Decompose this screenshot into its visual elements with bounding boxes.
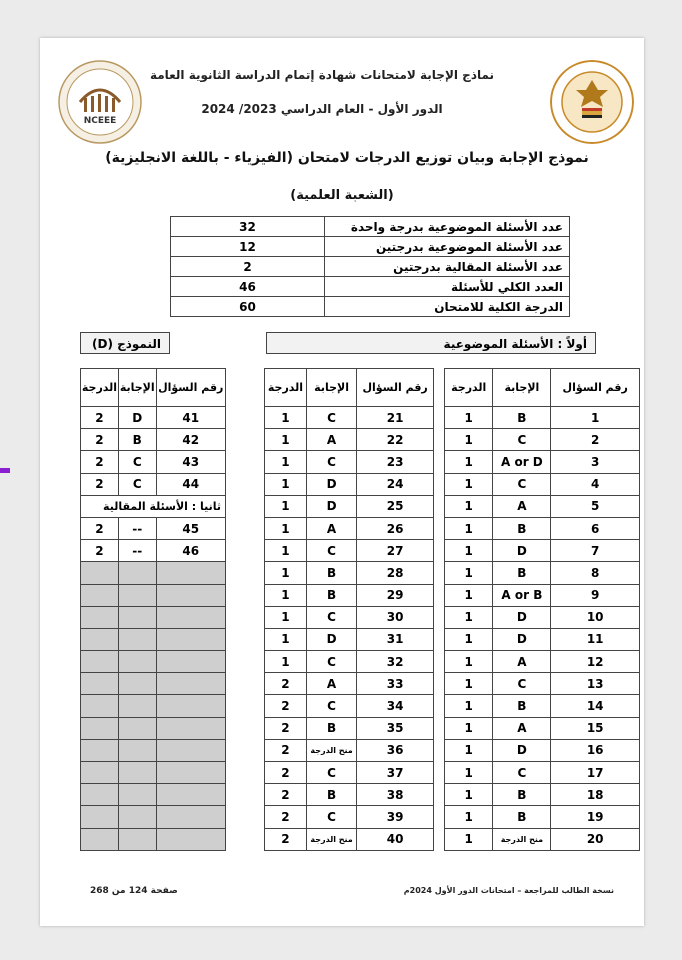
question-number: 6 (551, 517, 640, 539)
question-number: 23 (357, 451, 434, 473)
empty-row (81, 784, 226, 806)
grade-cell: 1 (445, 562, 493, 584)
summary-value: 2 (171, 257, 325, 277)
summary-value: 46 (171, 277, 325, 297)
empty-cell (156, 806, 226, 828)
table-row (445, 695, 640, 717)
empty-cell (118, 806, 156, 828)
question-number: 20 (551, 828, 640, 850)
empty-cell (118, 584, 156, 606)
answer-cell: B (306, 784, 356, 806)
summary-value: 12 (171, 237, 325, 257)
question-number: 38 (357, 784, 434, 806)
question-number: 22 (357, 429, 434, 451)
table-row (265, 473, 434, 495)
table-row (445, 584, 640, 606)
question-number: 1 (551, 407, 640, 429)
table-row (445, 762, 640, 784)
footer-note: نسخة الطالب للمراجعة – امتحانات الدور الأول 2024م (403, 886, 614, 895)
empty-cell (81, 562, 119, 584)
essay-section-label: ثانيا : الأسئلة المقالية (81, 495, 226, 517)
answer-cell: A (493, 651, 551, 673)
question-number: 15 (551, 717, 640, 739)
empty-cell (81, 762, 119, 784)
question-number: 4 (551, 473, 640, 495)
table-row (265, 540, 434, 562)
question-number: 41 (156, 407, 226, 429)
grade-cell: 1 (445, 451, 493, 473)
empty-cell (118, 784, 156, 806)
grade-cell: 2 (81, 517, 119, 539)
answer-cell: C (493, 473, 551, 495)
empty-cell (118, 628, 156, 650)
grade-cell: 1 (265, 628, 307, 650)
empty-cell (81, 784, 119, 806)
question-number: 10 (551, 606, 640, 628)
table-row (265, 828, 434, 850)
table-row (265, 806, 434, 828)
answer-cell: C (118, 473, 156, 495)
empty-cell (118, 828, 156, 850)
answer-cell: B (306, 562, 356, 584)
grade-cell: 2 (81, 540, 119, 562)
empty-row (81, 606, 226, 628)
question-number: 40 (357, 828, 434, 850)
empty-cell (156, 717, 226, 739)
answers-table-left (80, 368, 226, 851)
question-number: 14 (551, 695, 640, 717)
grade-cell: 1 (445, 540, 493, 562)
empty-cell (118, 762, 156, 784)
grade-cell: 1 (445, 806, 493, 828)
table-row (81, 540, 226, 562)
question-number: 32 (357, 651, 434, 673)
grade-cell: 1 (445, 584, 493, 606)
table-row (81, 473, 226, 495)
grade-cell: 2 (265, 762, 307, 784)
empty-row (81, 739, 226, 761)
table-row (445, 673, 640, 695)
summary-row (171, 277, 570, 297)
question-number: 7 (551, 540, 640, 562)
answer-cell: A (493, 717, 551, 739)
question-number: 9 (551, 584, 640, 606)
summary-row (171, 297, 570, 317)
grade-cell: 2 (265, 806, 307, 828)
question-number: 18 (551, 784, 640, 806)
question-number: 36 (357, 739, 434, 761)
empty-cell (81, 628, 119, 650)
answer-cell: B (118, 429, 156, 451)
table-row (445, 407, 640, 429)
empty-row (81, 695, 226, 717)
table-row (445, 651, 640, 673)
empty-cell (81, 739, 119, 761)
empty-cell (156, 673, 226, 695)
grade-cell: 1 (445, 695, 493, 717)
answer-cell: D (493, 628, 551, 650)
empty-cell (81, 651, 119, 673)
grade-cell: 2 (265, 739, 307, 761)
answer-cell: A or D (493, 451, 551, 473)
question-number: 33 (357, 673, 434, 695)
table-row (265, 628, 434, 650)
table-row (265, 651, 434, 673)
question-number: 2 (551, 429, 640, 451)
summary-row (171, 237, 570, 257)
grade-cell: 1 (265, 473, 307, 495)
empty-row (81, 562, 226, 584)
branch-title: (الشعبة العلمية) (290, 188, 394, 203)
column-header-question: رقم السؤال (156, 369, 226, 407)
answer-cell: A or B (493, 584, 551, 606)
grade-cell: 2 (265, 695, 307, 717)
answer-cell: C (306, 762, 356, 784)
answer-cell: B (493, 695, 551, 717)
question-number: 31 (357, 628, 434, 650)
empty-cell (118, 562, 156, 584)
question-number: 45 (156, 517, 226, 539)
table-row (445, 451, 640, 473)
grade-cell: 1 (445, 429, 493, 451)
grade-cell: 2 (265, 717, 307, 739)
table-row (445, 806, 640, 828)
grade-cell: 1 (445, 651, 493, 673)
empty-cell (81, 673, 119, 695)
table-row (445, 540, 640, 562)
question-number: 35 (357, 717, 434, 739)
empty-cell (156, 651, 226, 673)
answer-cell: D (306, 495, 356, 517)
empty-cell (81, 606, 119, 628)
grade-cell: 2 (81, 429, 119, 451)
grade-cell: 1 (265, 451, 307, 473)
summary-row (171, 257, 570, 277)
table-row (81, 429, 226, 451)
answer-cell: C (306, 606, 356, 628)
answer-cell: B (493, 806, 551, 828)
column-header-grade: الدرجة (81, 369, 119, 407)
grade-cell: 1 (445, 606, 493, 628)
answers-table-middle (264, 368, 434, 851)
question-number: 19 (551, 806, 640, 828)
table-row (265, 584, 434, 606)
question-number: 8 (551, 562, 640, 584)
question-number: 28 (357, 562, 434, 584)
empty-row (81, 584, 226, 606)
question-number: 3 (551, 451, 640, 473)
answer-cell: B (493, 562, 551, 584)
answer-key-page (40, 38, 644, 926)
empty-cell (156, 828, 226, 850)
question-number: 39 (357, 806, 434, 828)
question-number: 46 (156, 540, 226, 562)
table-row (445, 784, 640, 806)
grade-cell: 1 (445, 628, 493, 650)
empty-cell (118, 606, 156, 628)
question-number: 11 (551, 628, 640, 650)
answer-cell: C (118, 451, 156, 473)
grade-cell: 1 (445, 717, 493, 739)
empty-row (81, 628, 226, 650)
grade-cell: 1 (445, 673, 493, 695)
grade-cell: 1 (445, 473, 493, 495)
grade-cell: 1 (265, 540, 307, 562)
table-row (81, 517, 226, 539)
empty-cell (156, 584, 226, 606)
empty-cell (118, 651, 156, 673)
summary-label: عدد الأسئلة الموضوعية بدرجتين (325, 237, 570, 257)
grade-cell: 2 (265, 673, 307, 695)
grade-cell: 1 (265, 495, 307, 517)
table-header-row (445, 369, 640, 407)
grade-cell: 1 (445, 828, 493, 850)
grade-cell: 1 (265, 517, 307, 539)
grade-cell: 2 (265, 828, 307, 850)
table-row (81, 451, 226, 473)
table-row (445, 517, 640, 539)
empty-row (81, 806, 226, 828)
header-line-1: نماذج الإجابة لامتحانات شهادة إتمام الدراسة الثانوية العامة (149, 68, 495, 82)
grade-cell: 1 (265, 429, 307, 451)
grade-cell: 1 (445, 517, 493, 539)
question-number: 34 (357, 695, 434, 717)
answer-cell: D (118, 407, 156, 429)
table-row (265, 784, 434, 806)
answer-cell: منح الدرجة (306, 828, 356, 850)
question-number: 27 (357, 540, 434, 562)
empty-cell (81, 806, 119, 828)
empty-cell (81, 584, 119, 606)
table-row (265, 495, 434, 517)
answer-cell: B (306, 717, 356, 739)
empty-cell (156, 762, 226, 784)
answer-cell: A (306, 517, 356, 539)
edge-marker (0, 468, 10, 473)
answer-cell: A (306, 673, 356, 695)
table-row (445, 495, 640, 517)
empty-row (81, 673, 226, 695)
question-number: 29 (357, 584, 434, 606)
table-row (265, 695, 434, 717)
empty-cell (118, 717, 156, 739)
table-row (445, 828, 640, 850)
empty-cell (118, 673, 156, 695)
table-row (81, 407, 226, 429)
empty-cell (156, 784, 226, 806)
answer-cell: C (306, 407, 356, 429)
question-number: 12 (551, 651, 640, 673)
summary-label: العدد الكلي للأسئلة (325, 277, 570, 297)
table-row (445, 473, 640, 495)
question-number: 5 (551, 495, 640, 517)
question-number: 21 (357, 407, 434, 429)
question-number: 17 (551, 762, 640, 784)
column-header-answer: الإجابة (118, 369, 156, 407)
summary-value: 32 (171, 217, 325, 237)
answer-cell: C (306, 451, 356, 473)
answer-cell: D (493, 739, 551, 761)
table-row (445, 606, 640, 628)
column-header-answer: الإجابة (306, 369, 356, 407)
summary-table (170, 216, 570, 317)
empty-row (81, 828, 226, 850)
table-row (265, 739, 434, 761)
answer-cell: C (306, 651, 356, 673)
empty-cell (156, 606, 226, 628)
table-row (445, 717, 640, 739)
summary-value: 60 (171, 297, 325, 317)
answer-cell: C (306, 806, 356, 828)
table-header-row (265, 369, 434, 407)
answer-cell: D (493, 540, 551, 562)
summary-label: عدد الأسئلة الموضوعية بدرجة واحدة (325, 217, 570, 237)
summary-label: عدد الأسئلة المقالية بدرجتين (325, 257, 570, 277)
empty-cell (156, 628, 226, 650)
empty-cell (81, 695, 119, 717)
grade-cell: 1 (445, 407, 493, 429)
answers-table-right (444, 368, 640, 851)
grade-cell: 1 (265, 606, 307, 628)
empty-row (81, 717, 226, 739)
table-row (265, 606, 434, 628)
grade-cell: 1 (445, 762, 493, 784)
exam-title: نموذج الإجابة وبيان توزيع الدرجات لامتحان (الفيزياء - باللغة الانجليزية) (105, 150, 589, 166)
grade-cell: 2 (265, 784, 307, 806)
question-number: 24 (357, 473, 434, 495)
answer-cell: C (306, 695, 356, 717)
column-header-grade: الدرجة (265, 369, 307, 407)
table-row (265, 407, 434, 429)
answer-cell: C (493, 429, 551, 451)
answer-cell: C (493, 673, 551, 695)
question-number: 25 (357, 495, 434, 517)
summary-row (171, 217, 570, 237)
question-number: 42 (156, 429, 226, 451)
header-line-2: الدور الأول - العام الدراسي 2023/ 2024 (201, 102, 443, 116)
ministry-logo-icon (550, 60, 634, 144)
empty-cell (118, 695, 156, 717)
grade-cell: 1 (445, 739, 493, 761)
table-row (445, 628, 640, 650)
question-number: 37 (357, 762, 434, 784)
answer-cell: B (493, 407, 551, 429)
table-row (265, 429, 434, 451)
essay-header-row (81, 495, 226, 517)
table-row (265, 762, 434, 784)
table-row (265, 717, 434, 739)
summary-label: الدرجة الكلية للامتحان (325, 297, 570, 317)
answer-cell: C (493, 762, 551, 784)
grade-cell: 1 (265, 407, 307, 429)
grade-cell: 1 (265, 651, 307, 673)
column-header-grade: الدرجة (445, 369, 493, 407)
question-number: 13 (551, 673, 640, 695)
answer-cell: -- (118, 540, 156, 562)
answer-cell: A (306, 429, 356, 451)
table-row (445, 562, 640, 584)
table-row (265, 562, 434, 584)
table-header-row (81, 369, 226, 407)
question-number: 43 (156, 451, 226, 473)
table-row (265, 451, 434, 473)
empty-cell (156, 695, 226, 717)
column-header-answer: الإجابة (493, 369, 551, 407)
grade-cell: 1 (265, 562, 307, 584)
grade-cell: 2 (81, 473, 119, 495)
answer-cell: منح الدرجة (493, 828, 551, 850)
empty-cell (81, 828, 119, 850)
empty-cell (81, 717, 119, 739)
answer-cell: -- (118, 517, 156, 539)
answer-cell: B (493, 784, 551, 806)
column-header-question: رقم السؤال (357, 369, 434, 407)
empty-cell (118, 739, 156, 761)
grade-cell: 2 (81, 451, 119, 473)
question-number: 30 (357, 606, 434, 628)
answer-cell: D (306, 473, 356, 495)
model-label: النموذج (D) (80, 332, 170, 354)
empty-cell (156, 562, 226, 584)
answer-cell: B (493, 517, 551, 539)
answer-cell: منح الدرجة (306, 739, 356, 761)
grade-cell: 2 (81, 407, 119, 429)
grade-cell: 1 (445, 784, 493, 806)
question-number: 26 (357, 517, 434, 539)
page-number: صفحة 124 من 268 (90, 886, 178, 896)
nceee-logo-text: NCEEE (83, 116, 117, 126)
empty-row (81, 762, 226, 784)
answer-cell: D (306, 628, 356, 650)
answer-cell: B (306, 584, 356, 606)
objective-section-label: أولاً : الأسئلة الموضوعية (266, 332, 596, 354)
grade-cell: 1 (445, 495, 493, 517)
answer-cell: A (493, 495, 551, 517)
empty-cell (156, 739, 226, 761)
table-row (445, 429, 640, 451)
empty-row (81, 651, 226, 673)
answer-cell: C (306, 540, 356, 562)
grade-cell: 1 (265, 584, 307, 606)
table-row (445, 739, 640, 761)
table-row (265, 517, 434, 539)
answer-cell: D (493, 606, 551, 628)
table-row (265, 673, 434, 695)
question-number: 44 (156, 473, 226, 495)
question-number: 16 (551, 739, 640, 761)
column-header-question: رقم السؤال (551, 369, 640, 407)
